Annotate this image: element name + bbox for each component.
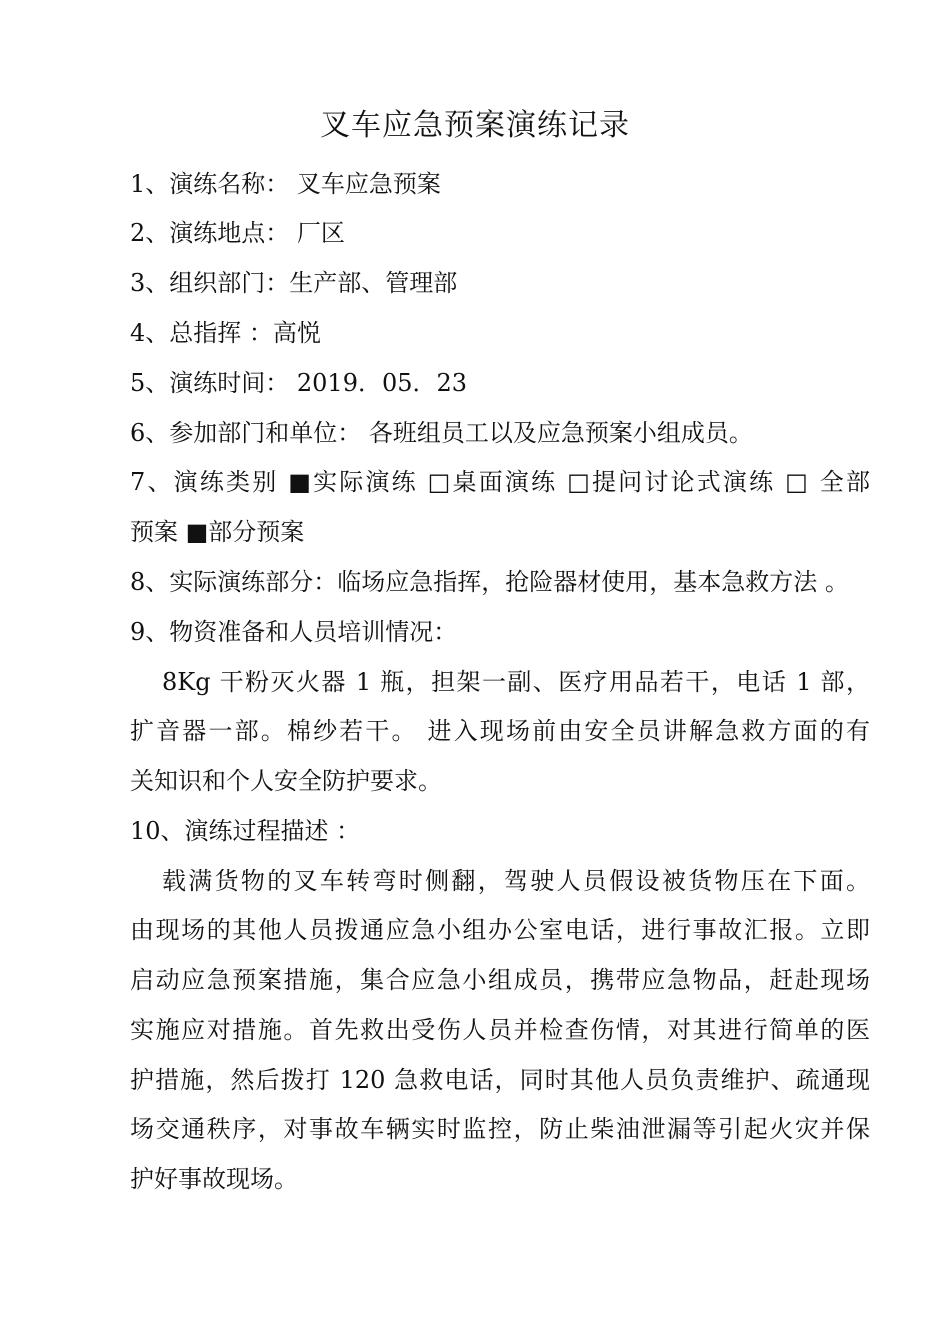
process-paragraph-line-6: 场交通秩序，对事故车辆实时监控，防止柴油泄漏等引起火灾并保 <box>130 1115 870 1143</box>
preparation-paragraph-line-3: 关知识和个人安全防护要求。 <box>130 767 442 795</box>
item-drill-date: 5、演练时间： 2019．05．23 <box>130 369 468 397</box>
document-title: 叉车应急预案演练记录 <box>320 108 630 143</box>
item-organizing-department: 3、组织部门：生产部、管理部 <box>130 269 458 297</box>
item-drill-category-cont: 预案 ■部分预案 <box>130 518 305 546</box>
preparation-paragraph-line-2: 扩音器一部。棉纱若干。 进入现场前由安全员讲解急救方面的有 <box>130 717 870 745</box>
item-drill-category: 7、演练类别 ■实际演练 □桌面演练 □提问讨论式演练 □ 全部 <box>130 468 870 496</box>
process-paragraph-line-2: 由现场的其他人员拨通应急小组办公室电话，进行事故汇报。立即 <box>130 916 870 944</box>
item-drill-location: 2、演练地点： 厂区 <box>130 219 345 247</box>
process-paragraph-line-3: 启动应急预案措施，集合应急小组成员，携带应急物品，赶赴现场 <box>130 966 870 994</box>
item-drill-name: 1、演练名称： 叉车应急预案 <box>130 170 441 198</box>
item-actual-drill-part: 8、实际演练部分：临场应急指挥，抢险器材使用，基本急救方法 。 <box>130 568 849 596</box>
item-participants: 6、参加部门和单位： 各班组员工以及应急预案小组成员。 <box>130 419 753 447</box>
process-paragraph-line-4: 实施应对措施。首先救出受伤人员并检查伤情，对其进行简单的医 <box>130 1016 870 1044</box>
preparation-paragraph-line-1: 8Kg 干粉灭火器 1 瓶，担架一副、医疗用品若干，电话 1 部， <box>162 668 870 696</box>
item-process-heading: 10、演练过程描述 ： <box>130 817 361 845</box>
item-commander: 4、总指挥 ：高悦 <box>130 319 321 347</box>
process-paragraph-line-7: 护好事故现场。 <box>130 1165 298 1193</box>
process-paragraph-line-1: 载满货物的叉车转弯时侧翻，驾驶人员假设被货物压在下面。 <box>162 867 870 895</box>
item-preparation-heading: 9、物资准备和人员培训情况： <box>130 618 458 646</box>
process-paragraph-line-5: 护措施，然后拨打 120 急救电话，同时其他人员负责维护、疏通现 <box>130 1066 870 1094</box>
